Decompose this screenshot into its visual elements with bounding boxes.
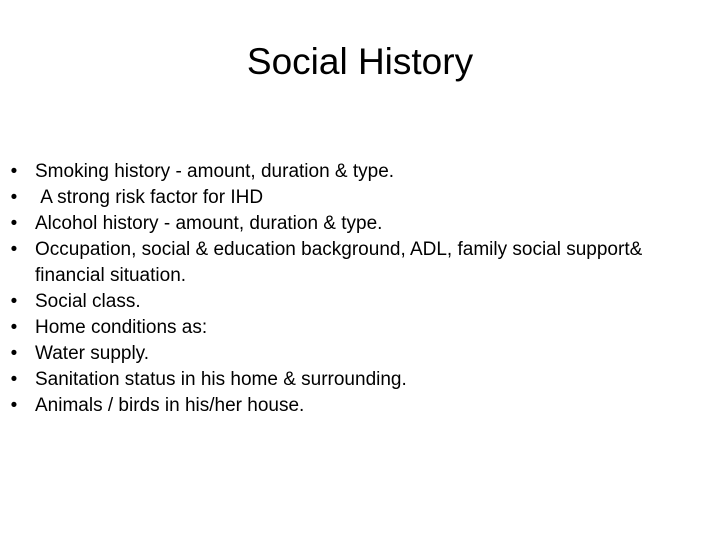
bullet-item-animals [0,393,720,419]
bullet-item-occupation [0,237,720,289]
bullet-list [0,159,720,419]
bullet-text: Social class. [35,291,141,312]
bullet-text: Water supply. [35,343,150,364]
bullet-item-sanitation [0,367,720,393]
bullet-icon: • [10,395,18,416]
bullet-item-alcohol [0,211,720,237]
bullet-item-home-conditions [0,315,720,341]
bullet-icon: • [10,161,18,182]
bullet-text: A strong risk factor for IHD [35,187,264,208]
bullet-text: Sanitation status in his home & surrounding. [35,369,407,390]
bullet-text: Home conditions as: [35,317,208,338]
bullet-icon: • [10,317,18,338]
bullet-text: Smoking history - amount, duration & type. [35,161,395,182]
bullet-icon: • [10,213,18,234]
bullet-icon: • [10,291,18,312]
bullet-item-smoking [0,159,720,185]
bullet-text: Occupation, social & education background, ADL, family social support& financial situation. [35,239,648,286]
bullet-icon: • [10,369,18,390]
bullet-text: Alcohol history - amount, duration & type. [35,213,383,234]
bullet-icon: • [10,239,18,260]
bullet-item-water-supply [0,341,720,367]
bullet-icon: • [10,343,18,364]
bullet-item-risk-factor [0,185,720,211]
bullet-text: Animals / birds in his/her house. [35,395,305,416]
bullet-item-social-class [0,289,720,315]
bullet-icon: • [10,187,18,208]
slide-title: Social History [246,41,474,82]
